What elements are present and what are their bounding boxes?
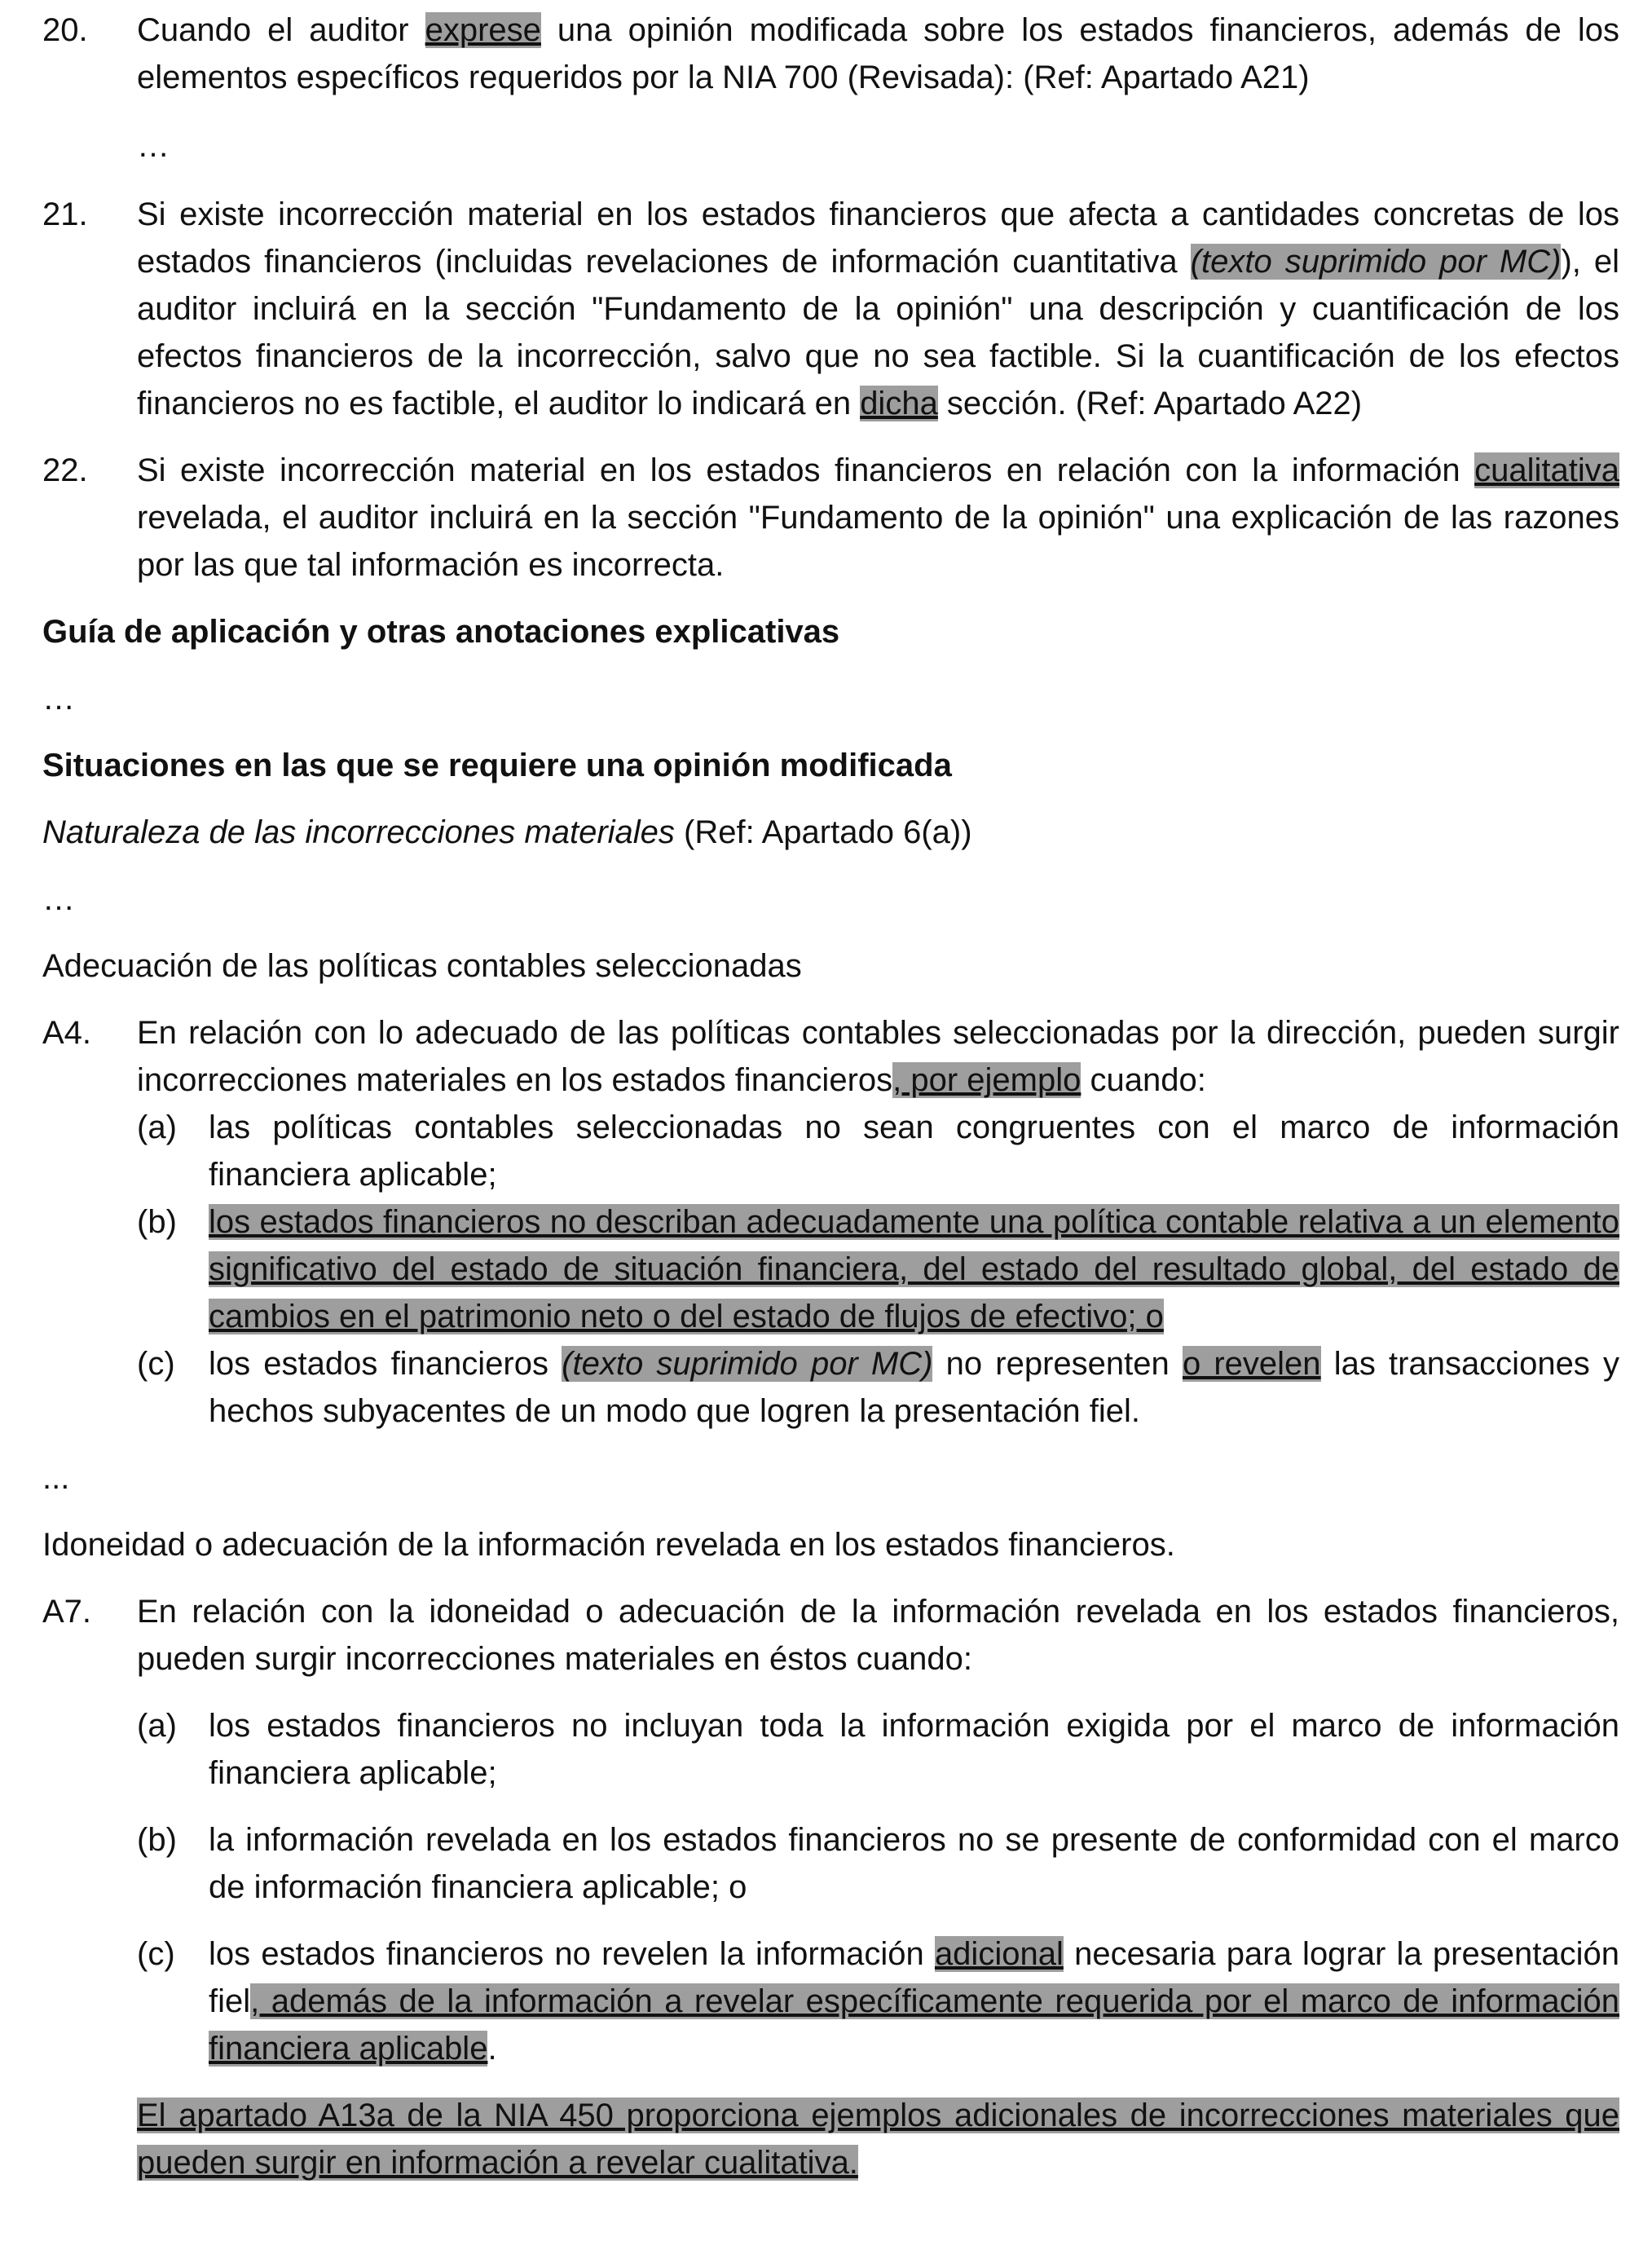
paragraph-number: A7. — [42, 1594, 92, 1630]
highlighted-text: cualitativa — [1474, 452, 1619, 488]
document-page — [42, 7, 1619, 2186]
list-text: los estados financieros no incluyan toda la información exigida por el marco de información financiera aplicable; — [209, 1708, 1619, 1791]
highlighted-text: (texto suprimido por MC) — [562, 1346, 933, 1382]
list-item-c — [137, 1930, 1619, 2072]
list-label: (a) — [137, 1109, 177, 1145]
paragraph-21 — [42, 191, 1619, 427]
paragraph-a4 — [42, 1009, 1619, 1104]
list-item-b — [137, 1198, 1619, 1340]
list-item-a — [137, 1104, 1619, 1198]
list-item-b — [137, 1816, 1619, 1911]
text-run: Naturaleza de las incorrecciones materiales — [42, 814, 675, 850]
paragraph-number: 21. — [42, 196, 88, 232]
section-heading: Situaciones en las que se requiere una opinión modificada — [42, 748, 952, 783]
text-run: los estados financieros no revelen la información — [209, 1936, 935, 1972]
paragraph-text — [137, 447, 1619, 589]
highlighted-text: los estados financieros no describan adecuadamente una política contable relativa a un elemento significativo del estado de situación financiera, del estado del resultado global, del estado de cambios en el patrimonio neto o del estado de flujos de efectivo; o — [209, 1204, 1619, 1334]
list-text: las políticas contables seleccionadas no sean congruentes con el marco de información financiera aplicable; — [209, 1109, 1619, 1193]
section-heading: Guía de aplicación y otras anotaciones explicativas — [42, 614, 840, 650]
text-run: Si existe incorrección material en los estados financieros que afecta a cantidades concretas de los estados financieros (incluidas revelaciones de información cuantitativa — [137, 196, 1619, 280]
paragraph-22 — [42, 447, 1619, 589]
text-run: (Ref: Apartado 6(a)) — [674, 814, 972, 850]
subsection-heading — [42, 809, 1619, 856]
list-item-c — [137, 1340, 1619, 1435]
highlighted-text: (texto suprimido por MC) — [1190, 244, 1562, 280]
list-label: (b) — [137, 1822, 177, 1858]
ellipsis: … — [42, 881, 75, 917]
paragraph-text — [137, 1009, 1619, 1104]
text-run: las transacciones y hechos subyacentes de un modo que logren la presentación fiel. — [209, 1346, 1619, 1429]
ellipsis: ... — [42, 1460, 70, 1496]
highlighted-text: o revelen — [1182, 1346, 1321, 1382]
text-run: sección. (Ref: Apartado A22) — [937, 386, 1363, 421]
list-text — [209, 1340, 1619, 1435]
text-run: no representen — [932, 1346, 1183, 1382]
paragraph-number: 20. — [42, 12, 88, 48]
subsection-heading: Idoneidad o adecuación de la información revelada en los estados financieros. — [42, 1527, 1175, 1563]
highlighted-text: , además de la información a revelar específicamente requerida por el marco de información financiera aplicable — [209, 1983, 1619, 2067]
paragraph-text — [137, 191, 1619, 427]
text-run: revelada, el auditor incluirá en la sección "Fundamento de la opinión" una explicación de las razones por las que tal información es incorrecta. — [137, 500, 1619, 583]
paragraph-number: A4. — [42, 1015, 92, 1051]
list-text — [209, 1198, 1619, 1340]
text-run: Si existe incorrección material en los estados financieros en relación con la información — [137, 452, 1475, 488]
paragraph-number: 22. — [42, 452, 88, 488]
subsection-heading: Adecuación de las políticas contables seleccionadas — [42, 948, 802, 984]
list-item-a — [137, 1702, 1619, 1797]
paragraph-20 — [42, 7, 1619, 101]
text-run: . — [487, 2031, 497, 2067]
list-label: (c) — [137, 1936, 175, 1972]
list-label: (a) — [137, 1708, 177, 1744]
text-run: Cuando el auditor — [137, 12, 425, 48]
ellipsis: … — [42, 681, 75, 717]
list-label: (b) — [137, 1204, 177, 1240]
text-run: los estados financieros — [209, 1346, 562, 1382]
list-label: (c) — [137, 1346, 175, 1382]
highlighted-text: dicha — [860, 386, 938, 421]
highlighted-text: El apartado A13a de la NIA 450 proporciona ejemplos adicionales de incorrecciones materiales que pueden surgir en información a revelar cualitativa. — [137, 2098, 1619, 2181]
paragraph-text: En relación con la idoneidad o adecuación de la información revelada en los estados financieros, pueden surgir incorrecciones materiales en éstos cuando: — [137, 1594, 1619, 1677]
text-run: una opinión modificada sobre los estados financieros, además de los elementos específicos requeridos por la NIA 700 (Revisada): (Ref: Apartado A21) — [137, 12, 1619, 95]
text-run: En relación con lo adecuado de las políticas contables seleccionadas por la dirección, pueden surgir incorrecciones materiales en los estados financieros — [137, 1015, 1619, 1098]
paragraph-text — [137, 7, 1619, 101]
highlighted-text: , por ejemplo — [892, 1062, 1082, 1098]
paragraph-a7 — [42, 1588, 1619, 1683]
list-text: la información revelada en los estados financieros no se presente de conformidad con el marco de información financiera aplicable; o — [209, 1822, 1619, 1905]
highlighted-text: exprese — [425, 12, 541, 48]
text-run: necesaria para lograr la presentación fiel — [209, 1936, 1619, 2019]
final-note — [137, 2092, 1619, 2186]
text-run: cuando: — [1081, 1062, 1206, 1098]
ellipsis: … — [137, 128, 170, 164]
text-run: ), el auditor incluirá en la sección "Fundamento de la opinión" una descripción y cuantificación de los efectos financieros de la incorrección, salvo que no sea factible. Si la cuantificación de los efectos financieros no es factible, el auditor lo indicará en — [137, 244, 1620, 421]
highlighted-text: adicional — [934, 1936, 1064, 1972]
list-text — [209, 1930, 1619, 2072]
